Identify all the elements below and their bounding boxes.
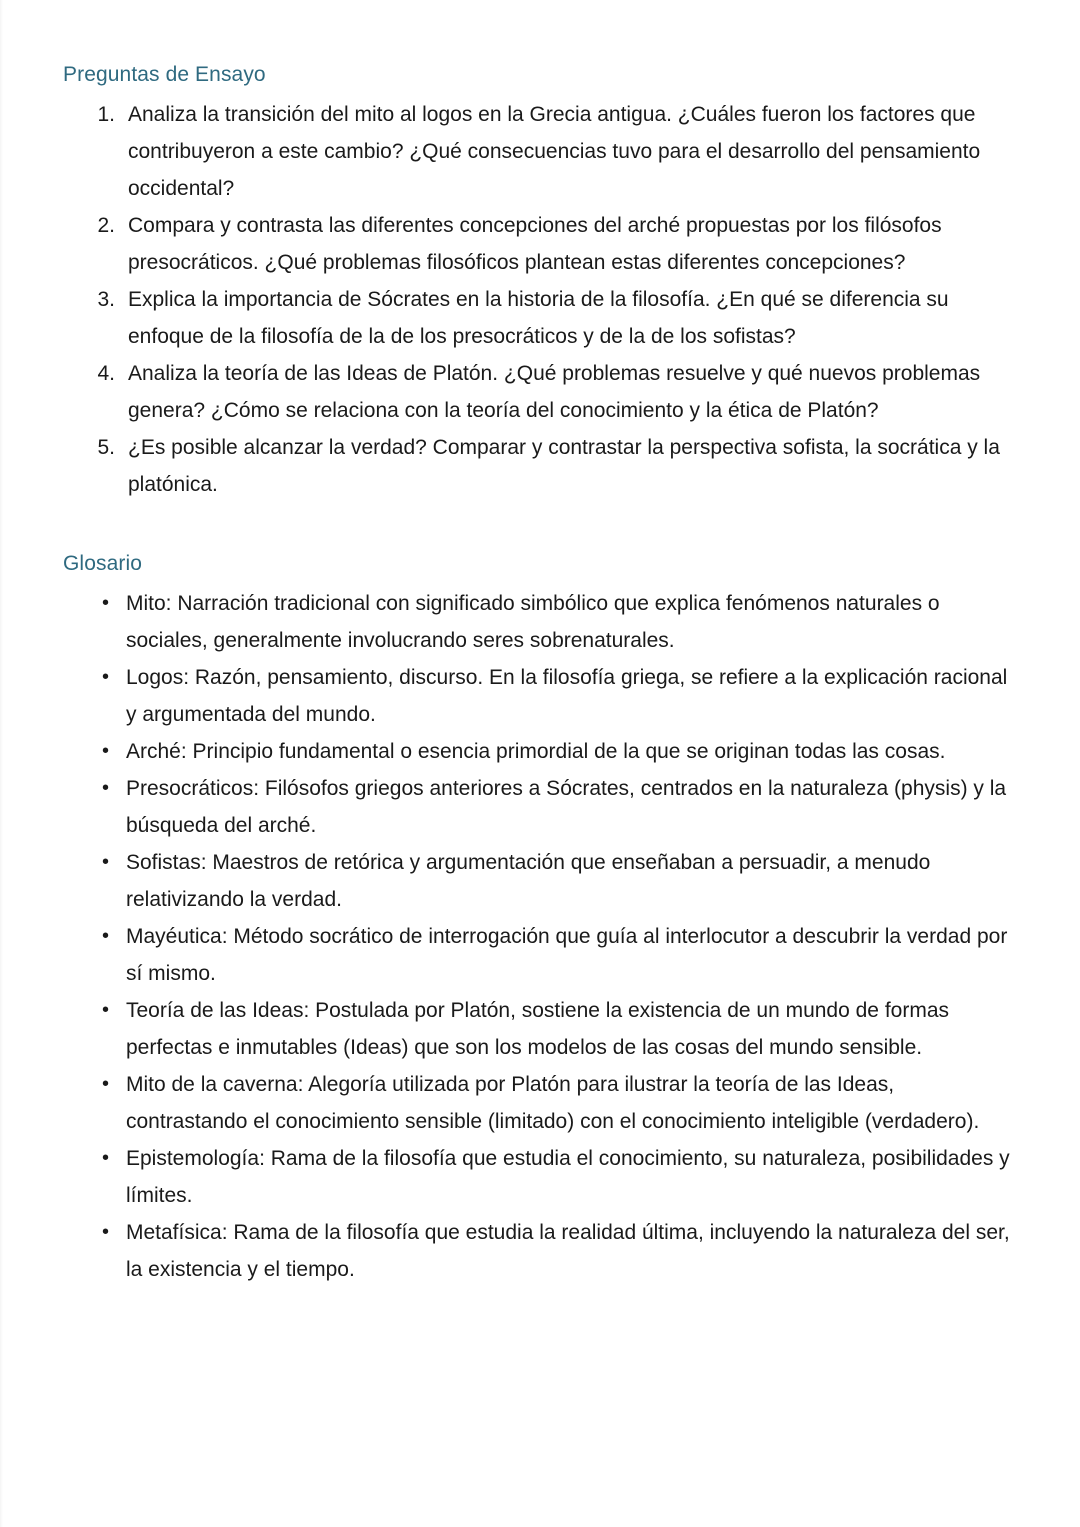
- list-item-text: Analiza la transición del mito al logos en la Grecia antigua. ¿Cuáles fueron los factores que contribuyeron a este cambio? ¿Qué consecuencias tuvo para el desarrollo del pensamiento occidental?: [128, 103, 981, 200]
- section-heading-preguntas-de-ensayo: Preguntas de Ensayo: [63, 63, 266, 86]
- bullet-icon: •: [101, 1147, 109, 1169]
- list-item-text: Teoría de las Ideas: Postulada por Platón, sostiene la existencia de un mundo de formas perfectas e inmutables (Ideas) que son los modelos de las cosas del mundo sensible.: [126, 999, 949, 1059]
- list-item-text: Presocráticos: Filósofos griegos anteriores a Sócrates, centrados en la naturaleza (physis) y la búsqueda del arché.: [126, 777, 1007, 837]
- list-item: [63, 659, 1016, 733]
- list-item: [63, 770, 1016, 844]
- list-item-text: Sofistas: Maestros de retórica y argumentación que enseñaban a persuadir, a menudo relativizando la verdad.: [126, 851, 931, 911]
- list-item: [63, 355, 1016, 429]
- list-item-text: Mayéutica: Método socrático de interrogación que guía al interlocutor a descubrir la verdad por sí mismo.: [126, 925, 1008, 985]
- list-item: [63, 733, 1016, 770]
- list-number-marker: 5.: [97, 436, 115, 459]
- list-item: [63, 1066, 1016, 1140]
- list-item-text: ¿Es posible alcanzar la verdad? Comparar y contrastar la perspectiva sofista, la socrática y la platónica.: [128, 436, 1000, 496]
- list-item: [63, 96, 1016, 207]
- list-item-text: Metafísica: Rama de la filosofía que estudia la realidad última, incluyendo la naturaleza del ser, la existencia y el tiempo.: [126, 1221, 1010, 1281]
- list-number-marker: 1.: [97, 103, 115, 126]
- list-item: [63, 1140, 1016, 1214]
- list-item: [63, 918, 1016, 992]
- list-item: [63, 1214, 1016, 1288]
- section-preguntas-de-ensayo: [63, 60, 1016, 503]
- list-item: [63, 844, 1016, 918]
- list-item-text: Epistemología: Rama de la filosofía que estudia el conocimiento, su naturaleza, posibilidades y límites.: [126, 1147, 1010, 1207]
- bullet-icon: •: [101, 740, 109, 762]
- numbered-list: [63, 96, 1016, 503]
- bullet-icon: •: [101, 1073, 109, 1095]
- bulleted-list: [63, 585, 1016, 1288]
- list-item: [63, 207, 1016, 281]
- list-item-text: Mito: Narración tradicional con significado simbólico que explica fenómenos naturales o sociales, generalmente involucrando seres sobrenaturales.: [126, 592, 940, 652]
- bullet-icon: •: [101, 851, 109, 873]
- bullet-icon: •: [101, 592, 109, 614]
- list-item-text: Mito de la caverna: Alegoría utilizada por Platón para ilustrar la teoría de las Ideas, contrastando el conocimiento sensible (limitado) con el conocimiento inteligible (verdadero).: [126, 1073, 980, 1133]
- list-item-text: Analiza la teoría de las Ideas de Platón. ¿Qué problemas resuelve y qué nuevos problemas genera? ¿Cómo se relaciona con la teoría del conocimiento y la ética de Platón?: [128, 362, 981, 422]
- bullet-icon: •: [101, 777, 109, 799]
- list-number-marker: 3.: [97, 288, 115, 311]
- list-number-marker: 4.: [97, 362, 115, 385]
- list-item: [63, 585, 1016, 659]
- bullet-icon: •: [101, 925, 109, 947]
- list-item: [63, 429, 1016, 503]
- section-glosario: [63, 549, 1016, 1288]
- list-item: [63, 992, 1016, 1066]
- section-heading-glosario: Glosario: [63, 552, 142, 575]
- list-item: [63, 281, 1016, 355]
- list-item-text: Logos: Razón, pensamiento, discurso. En la filosofía griega, se refiere a la explicación racional y argumentada del mundo.: [126, 666, 1008, 726]
- list-item-text: Explica la importancia de Sócrates en la historia de la filosofía. ¿En qué se diferencia su enfoque de la filosofía de la de los presocráticos y de la de los sofistas?: [128, 288, 949, 348]
- bullet-icon: •: [101, 666, 109, 688]
- list-item-text: Arché: Principio fundamental o esencia primordial de la que se originan todas las cosas.: [126, 740, 946, 763]
- document-body: [63, 60, 1016, 1288]
- list-number-marker: 2.: [97, 214, 115, 237]
- list-item-text: Compara y contrasta las diferentes concepciones del arché propuestas por los filósofos presocráticos. ¿Qué problemas filosóficos plantean estas diferentes concepciones?: [128, 214, 942, 274]
- bullet-icon: •: [101, 1221, 109, 1243]
- bullet-icon: •: [101, 999, 109, 1021]
